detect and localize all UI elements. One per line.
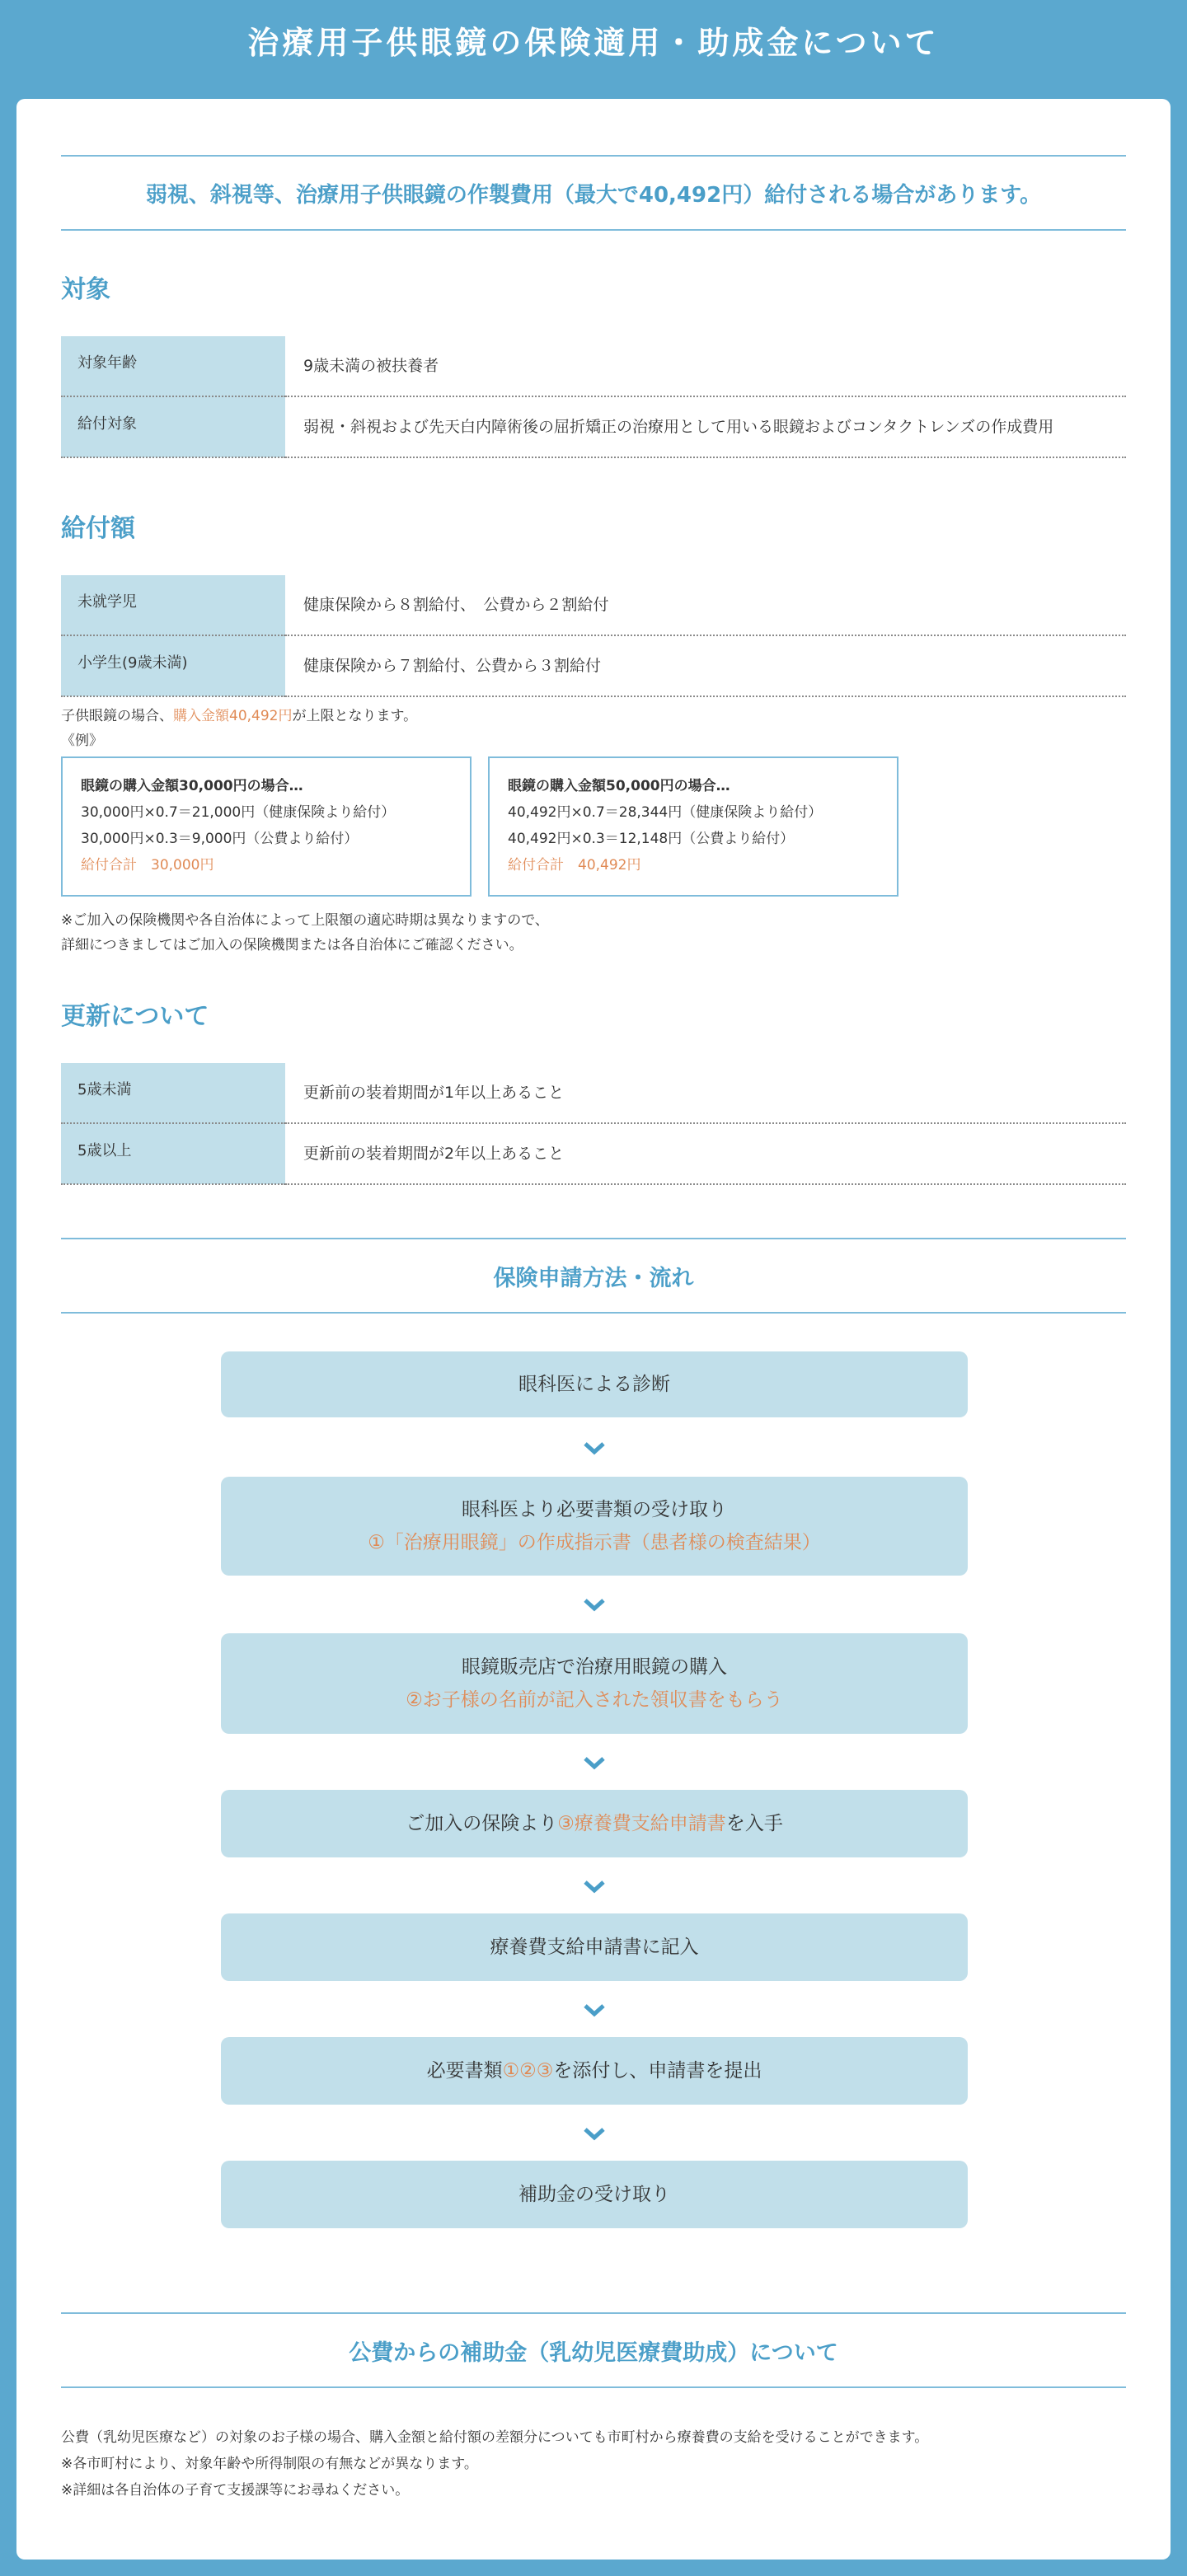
chevron-down-icon: [582, 2126, 607, 2143]
flow-step-sublabel: ②お子様の名前が記入された領収書をもらう: [406, 1689, 783, 1711]
chevron-down-icon: [582, 1440, 607, 1457]
flow-step-label: [427, 2054, 762, 2087]
table-row: [61, 396, 1126, 457]
example-head: 眼鏡の購入金額30,000円の場合…: [81, 778, 303, 794]
public-text-line: 公費（乳幼児医療など）の対象のお子様の場合、購入金額と給付額の差額分についても市町村から療養費の支給を受けることができます。: [61, 2429, 929, 2446]
flow-step-text: を入手: [725, 1813, 783, 1834]
row-label: 5歳以上: [61, 1123, 285, 1184]
row-label: 未就学児: [61, 575, 285, 635]
example-line: 30,000円×0.7＝21,000円（健康保険より給付）: [81, 804, 396, 821]
example-line: 30,000円×0.3＝9,000円（公費より給付）: [81, 831, 359, 847]
flow-step-text: ご加入の保険より: [406, 1813, 558, 1834]
section-heading-target: 対象: [61, 275, 110, 304]
section-heading-amount: 給付額: [61, 514, 135, 543]
chevron-down-icon: [582, 1879, 607, 1895]
row-value: 弱視・斜視および先天白内障術後の屈折矯正の治療用として用いる眼鏡およびコンタクトレンズの作成費用: [285, 396, 1126, 457]
chevron-down-icon: [582, 2002, 607, 2019]
flow-step-sublabel: ①「治療用眼鏡」の作成指示書（患者様の検査結果）: [368, 1532, 821, 1553]
table-row: [61, 1123, 1126, 1184]
flow-step-text: を添付し、申請書を提出: [553, 2060, 762, 2082]
flow-step-text: 必要書類: [426, 2060, 503, 2082]
flow-step-label: 補助金の受け取り: [518, 2184, 670, 2205]
content-card: [16, 99, 1171, 2560]
row-label: 給付対象: [61, 396, 285, 457]
chevron-down-icon: [582, 1755, 607, 1772]
cap-note-prefix: 子供眼鏡の場合、: [61, 708, 173, 724]
caution-note-1: ※ご加入の保険機関や各自治体によって上限額の適応時期は異なりますので、: [61, 912, 549, 929]
flow-step-highlight: ③療養費支給申請書: [557, 1813, 726, 1834]
flow-step-purchase: [221, 1633, 968, 1734]
flow-step-label: [406, 1807, 783, 1840]
row-label: 5歳未満: [61, 1063, 285, 1123]
table-row: [61, 635, 1126, 696]
cap-note-highlight: 購入金額40,492円: [173, 708, 293, 724]
row-label: 対象年齢: [61, 336, 285, 396]
row-value: 健康保険から８割給付、 公費から２割給付: [285, 575, 1126, 635]
caution-note-2: 詳細につきましてはご加入の保険機関または各自治体にご確認ください。: [61, 937, 523, 953]
flow-step-label: 療養費支給申請書に記入: [490, 1937, 699, 1958]
example-line: 40,492円×0.3＝12,148円（公費より給付）: [508, 831, 795, 847]
row-value: 9歳未満の被扶養者: [285, 336, 1126, 396]
target-table: [61, 336, 1126, 458]
flow-step-submit: [221, 2037, 968, 2105]
example-total: 給付合計 30,000円: [81, 857, 214, 873]
cap-note: [61, 704, 1126, 728]
section-heading-renewal: 更新について: [61, 1002, 209, 1031]
flow-heading: 保険申請方法・流れ: [61, 1238, 1126, 1314]
public-subsidy-text: [61, 2424, 1126, 2503]
amount-table: [61, 575, 1126, 697]
public-subsidy-heading: 公費からの補助金（乳幼児医療費助成）について: [61, 2312, 1126, 2388]
flow-step-diagnosis: [221, 1351, 968, 1417]
table-row: [61, 336, 1126, 396]
flow-step-receive: [221, 2161, 968, 2228]
example-head: 眼鏡の購入金額50,000円の場合…: [508, 778, 730, 794]
renewal-table: [61, 1063, 1126, 1185]
row-value: 更新前の装着期間が2年以上あること: [285, 1123, 1126, 1184]
public-text-line: ※各市町村により、対象年齢や所得制限の有無などが異なります。: [61, 2456, 478, 2472]
row-value: 健康保険から７割給付、公費から３割給付: [285, 635, 1126, 696]
cap-note-suffix: が上限となります。: [292, 708, 418, 724]
example-line: 40,492円×0.7＝28,344円（健康保険より給付）: [508, 804, 823, 821]
lead-banner: 弱視、斜視等、治療用子供眼鏡の作製費用（最大で40,492円）給付される場合があります。: [61, 155, 1126, 231]
row-value: 更新前の装着期間が1年以上あること: [285, 1063, 1126, 1123]
flow-step-label: 眼鏡販売店で治療用眼鏡の購入: [462, 1656, 727, 1678]
table-row: [61, 1063, 1126, 1123]
example-box-30000: [61, 756, 472, 897]
chevron-down-icon: [582, 1597, 607, 1614]
flow-step-documents: [221, 1477, 968, 1576]
table-row: [61, 575, 1126, 635]
example-box-50000: [488, 756, 898, 897]
page-title: 治療用子供眼鏡の保険適用・助成金について: [247, 25, 940, 61]
flow-step-label: 眼科医による診断: [518, 1374, 670, 1395]
flow-step-highlight: ①②③: [502, 2060, 554, 2082]
public-text-line: ※詳細は各自治体の子育て支援課等にお尋ねください。: [61, 2482, 410, 2499]
flow-step-get-form: [221, 1790, 968, 1857]
example-label: 《例》: [61, 733, 103, 749]
example-total: 給付合計 40,492円: [508, 857, 641, 873]
row-label: 小学生(9歳未満): [61, 635, 285, 696]
flow-step-fill-form: [221, 1913, 968, 1981]
flow-step-label: 眼科医より必要書類の受け取り: [462, 1499, 727, 1520]
